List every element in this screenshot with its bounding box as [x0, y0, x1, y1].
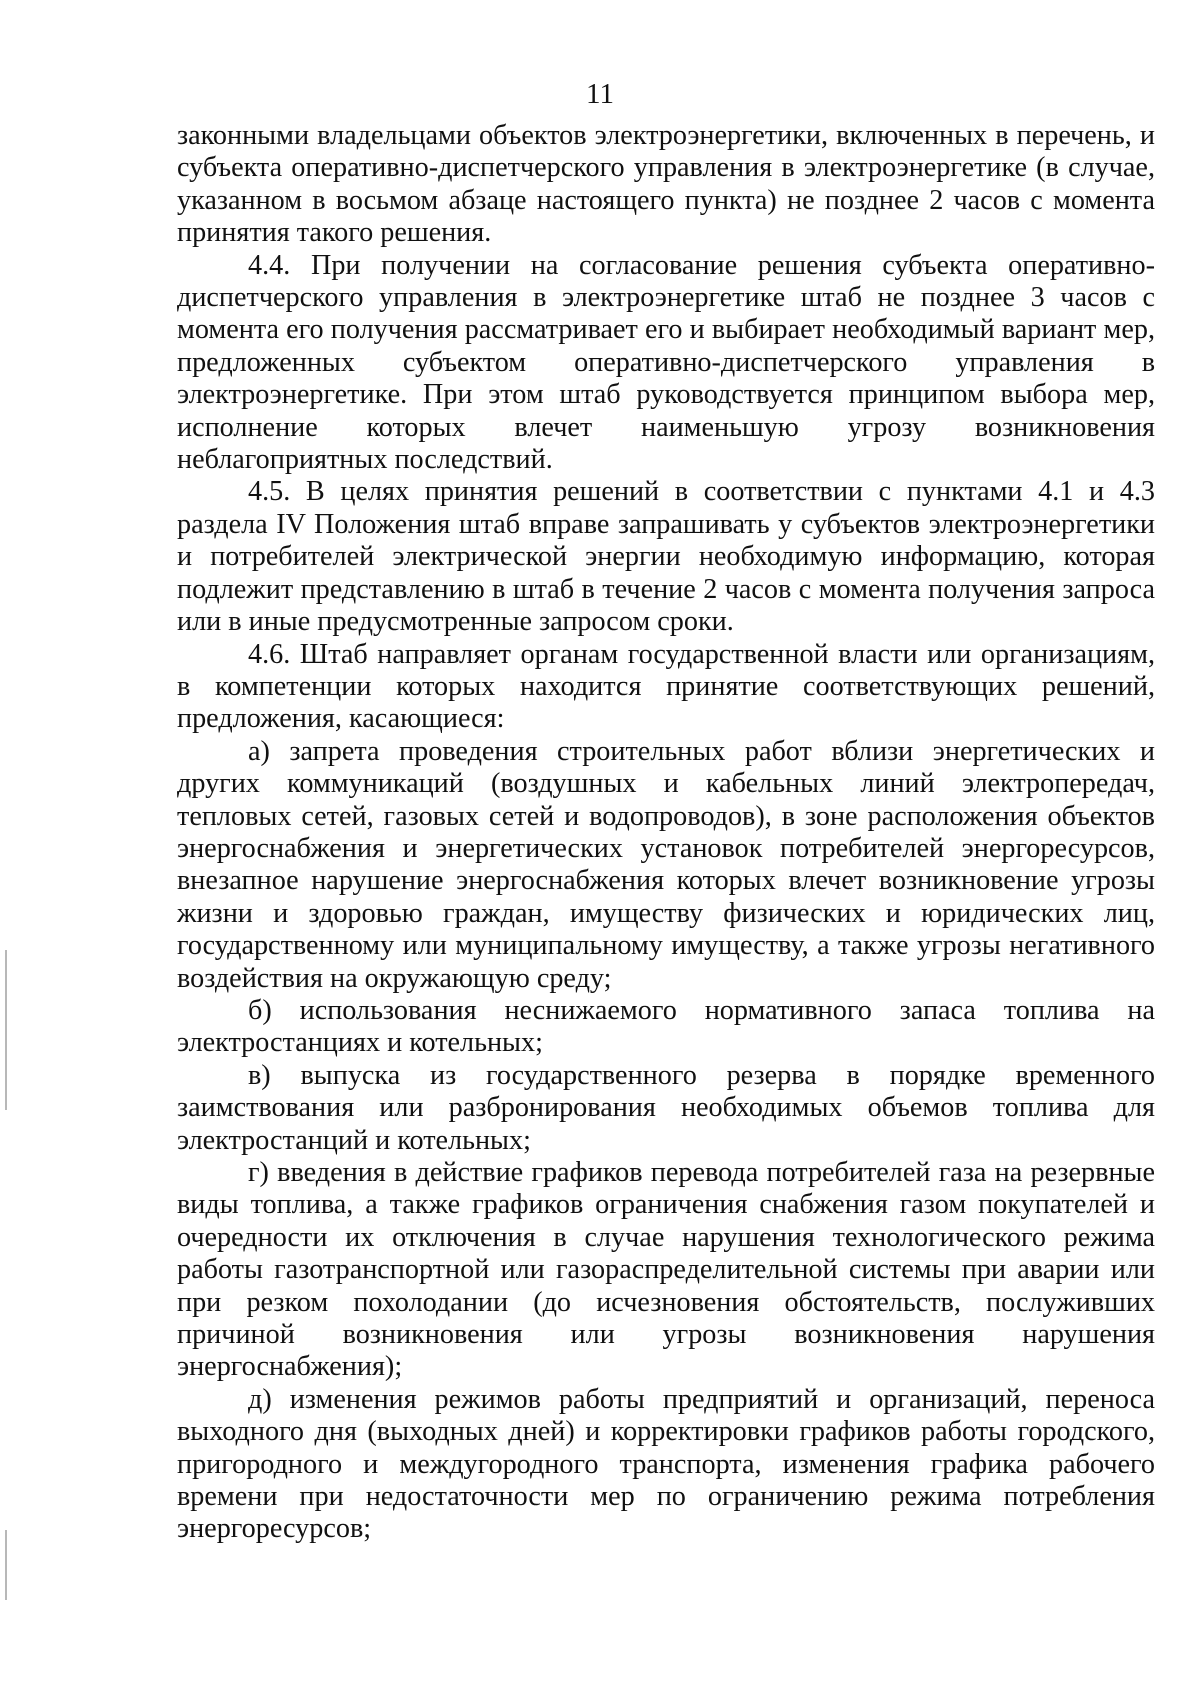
paragraph-4-5: 4.5. В целях принятия решений в соответствии с пунктами 4.1 и 4.3 раздела IV Положения штаб вправе запрашивать у субъектов электроэнергетики и потребителей электрической энергии необходимую информацию, которая подлежит представлению в штаб в течение 2 часов с момента получения запроса или в иные предусмотренные запросом сроки.: [177, 476, 1155, 638]
paragraph-4-6: 4.6. Штаб направляет органам государственной власти или организациям, в компетенции которых находится принятие соответствующих решений, предложения, касающиеся:: [177, 638, 1155, 735]
scan-edge-mark: [5, 1530, 7, 1600]
paragraph-continuation: законными владельцами объектов электроэнергетики, включенных в перечень, и субъекта оперативно-диспетчерского управления в электроэнергетике (в случае, указанном в восьмом абзаце настоящего пункта) не позднее 2 часов с момента принятия такого решения.: [177, 120, 1155, 249]
document-body: [177, 120, 1155, 1546]
list-item-d: д) изменения режимов работы предприятий и организаций, переноса выходного дня (выходных дней) и корректировки графиков работы городского, пригородного и междугородного транспорта, изменения графика рабочего времени при недостаточности мер по ограничению режима потребления энергоресурсов;: [177, 1383, 1155, 1545]
list-item-g: г) введения в действие графиков перевода потребителей газа на резервные виды топлива, а также графиков ограничения снабжения газом покупателей и очередности их отключения в случае нарушения технологического режима работы газотранспортной или газораспределительной системы при аварии или при резком похолодании (до исчезновения обстоятельств, послуживших причиной возникновения или угрозы возникновения нарушения энергоснабжения);: [177, 1157, 1155, 1383]
paragraph-4-4: 4.4. При получении на согласование решения субъекта оперативно-диспетчерского управления в электроэнергетике штаб не позднее 3 часов с момента его получения рассматривает его и выбирает необходимый вариант мер, предложенных субъектом оперативно-диспетчерского управления в электроэнергетике. При этом штаб руководствуется принципом выбора мер, исполнение которых влечет наименьшую угрозу возникновения неблагоприятных последствий.: [177, 249, 1155, 476]
list-item-b: б) использования неснижаемого нормативного запаса топлива на электростанциях и котельных;: [177, 994, 1155, 1059]
scan-edge-mark: [5, 950, 7, 1110]
list-item-v: в) выпуска из государственного резерва в порядке временного заимствования или разбронирования необходимых объемов топлива для электростанций и котельных;: [177, 1059, 1155, 1156]
page-number: 11: [586, 78, 614, 110]
list-item-a: а) запрета проведения строительных работ вблизи энергетических и других коммуникаций (воздушных и кабельных линий электропередач, тепловых сетей, газовых сетей и водопроводов), в зоне расположения объектов энергоснабжения и энергетических установок потребителей энергоресурсов, внезапное нарушение энергоснабжения которых влечет возникновение угрозы жизни и здоровью граждан, имуществу физических и юридических лиц, государственному или муниципальному имуществу, а также угрозы негативного воздействия на окружающую среду;: [177, 735, 1155, 994]
